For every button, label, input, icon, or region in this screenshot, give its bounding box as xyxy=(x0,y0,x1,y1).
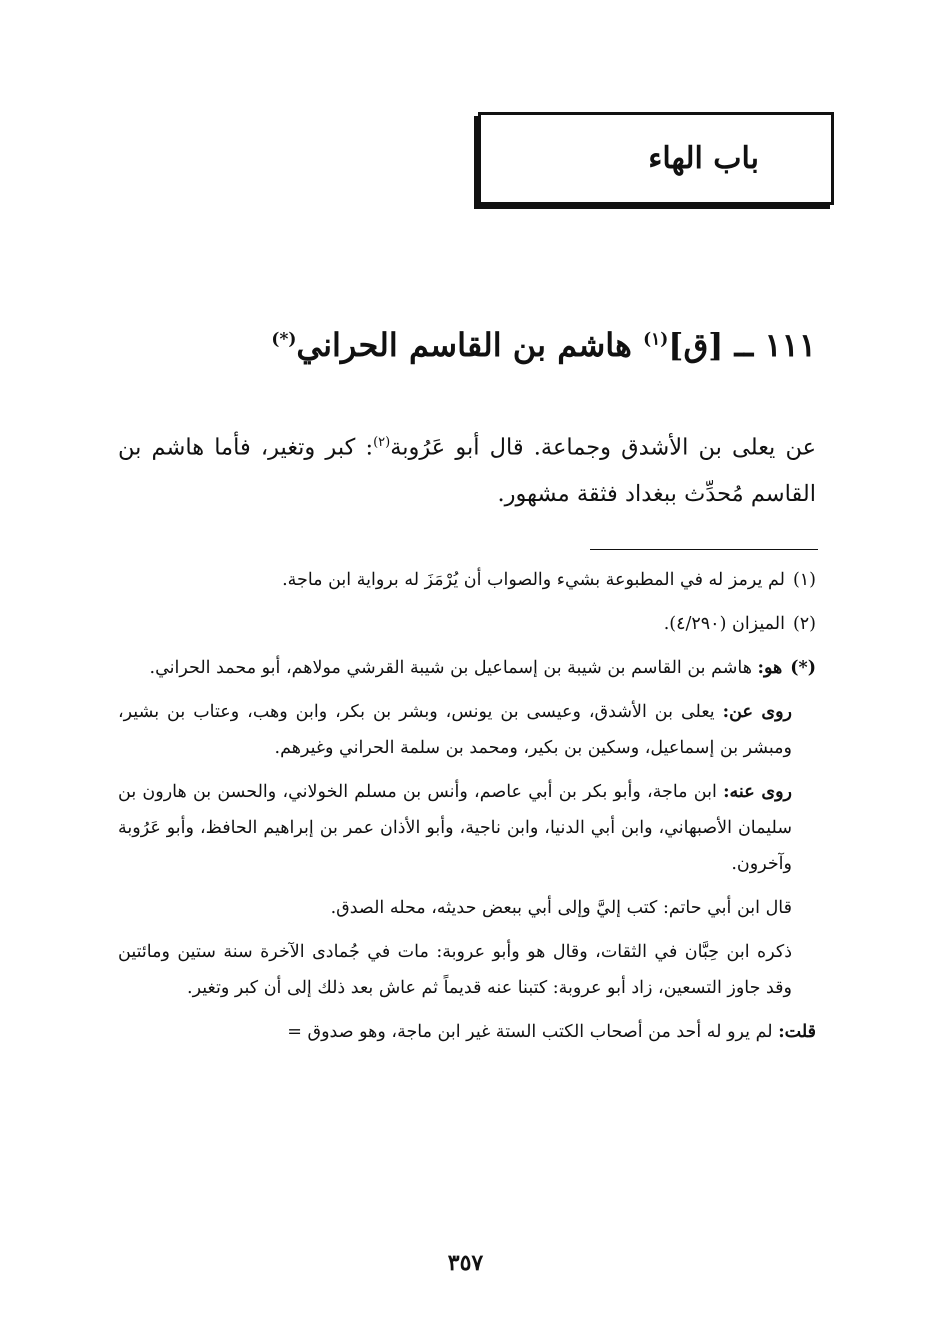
entry-heading xyxy=(0,326,816,364)
main-text-part1: عن يعلى بن الأشدق وجماعة. قال أبو عَرُوبة xyxy=(390,434,816,461)
conclusion-label: قلت: xyxy=(778,1022,816,1042)
quote-1-text: قال ابن أبي حاتم: كتب إليَّ وإلى أبي ببعض حديثه، محله الصدق. xyxy=(330,898,792,918)
bio-text: هاشم بن القاسم بن شيبة بن إسماعيل بن شيبة القرشي مولاهم، أبو محمد الحراني. xyxy=(149,658,752,678)
footnote-separator xyxy=(590,549,818,550)
bio-note xyxy=(118,650,816,686)
conclusion xyxy=(118,1014,816,1050)
footnote-1-number: (١) xyxy=(792,570,816,590)
main-text-footnote-ref: (٢) xyxy=(373,435,391,450)
bio-marker: (*) xyxy=(790,658,816,678)
entry-dash: ــ xyxy=(734,326,754,364)
footnote-2-text: الميزان (٤/٢٩٠). xyxy=(663,614,785,634)
narrated-by-label: روى عنه: xyxy=(723,782,792,802)
footnote-2-number: (٢) xyxy=(792,614,816,634)
bio-label: هو: xyxy=(757,658,783,678)
page-number: ٣٥٧ xyxy=(447,1250,484,1276)
narrated-by-text: ابن ماجة، وأبو بكر بن أبي عاصم، وأنس بن مسلم الخولاني، والحسن بن هارون بن سليمان الأصبهاني، وابن أبي الدنيا، وابن ناجية، وأبو الأذان عمر بن إبراهيم الحافظ، وأبو عَرُوبة وآخرون. xyxy=(118,782,792,874)
main-paragraph xyxy=(118,420,816,517)
narrated-by xyxy=(118,774,816,882)
entry-code-footnote-ref: (١) xyxy=(643,329,669,350)
footnote-1 xyxy=(118,562,816,598)
footnote-1-text: لم يرمز له في المطبوعة بشيء والصواب أن يُرْمَزَ له برواية ابن ماجة. xyxy=(282,570,785,590)
narrated-from xyxy=(118,694,816,766)
quote-ibn-hibban xyxy=(118,934,816,1006)
footnote-2 xyxy=(118,606,816,642)
narrated-from-text: يعلى بن الأشدق، وعيسى بن يونس، وبشر بن بكر، وابن وهب، وعتاب بن بشير، ومبشر بن إسماعيل، وسكين بن بكير، ومحمد بن سلمة الحراني وغيرهم. xyxy=(118,702,792,758)
footnotes-section xyxy=(118,562,816,1058)
main-text-part2: : كبر وتغير، فأما هاشم بن القاسم مُحدِّث ببغداد فثقة مشهور. xyxy=(118,434,816,507)
quote-ibn-abi-hatim xyxy=(118,890,816,926)
narrated-from-label: روى عن: xyxy=(722,702,792,722)
entry-name-footnote-ref: (*) xyxy=(271,329,297,350)
chapter-title-box xyxy=(478,112,834,205)
entry-book-code: [ق] xyxy=(668,326,724,364)
quote-2-text: ذكره ابن حِبَّان في الثقات، وقال هو وأبو عروبة: مات في جُمادى الآخرة سنة ستين ومائتين وقد جاوز التسعين، زاد أبو عروبة: كتبنا عنه قديماً ثم عاش بعد ذلك إلى أن كبر وتغير. xyxy=(118,942,792,998)
entry-number: ١١١ xyxy=(764,326,816,364)
entry-name: هاشم بن القاسم الحراني xyxy=(296,326,632,364)
chapter-title: باب الهاء xyxy=(648,141,759,176)
conclusion-text: لم يرو له أحد من أصحاب الكتب الستة غير ابن ماجة، وهو صدوق = xyxy=(287,1022,773,1042)
